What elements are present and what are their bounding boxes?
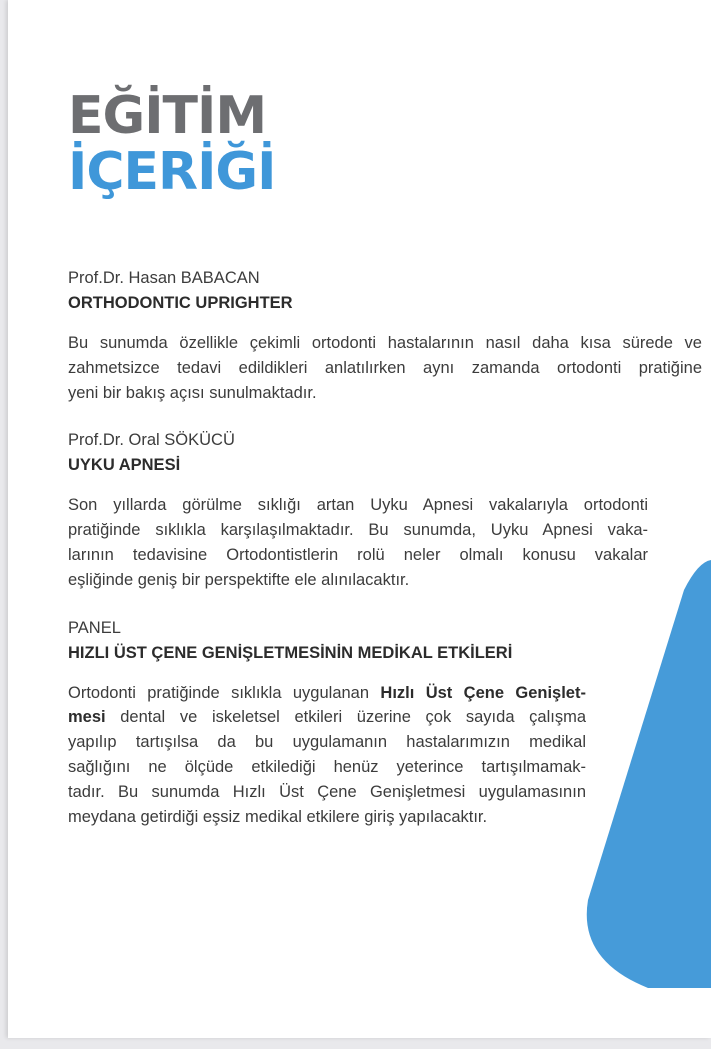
description-line: Son yıllarda görülme sıklığı artan Uyku Apnesi vakalarıyla ortodonti bbox=[68, 496, 648, 515]
description-line: yeni bir bakış açısı sunulmaktadır. bbox=[68, 383, 317, 402]
session-topic: ORTHODONTIC UPRIGHTER bbox=[68, 294, 293, 312]
description-line: larının tedavisine Ortodontistlerin rolü neler olmalı konusu vakalar bbox=[68, 545, 648, 564]
description-line: tadır. Bu sunumda Hızlı Üst Çene Genişletmesi uygulamasının bbox=[68, 782, 586, 801]
description-line: pratiğinde sıklıkla karşılaşılmaktadır. Bu sunumda, Uyku Apnesi vaka- bbox=[68, 521, 648, 540]
description-line bbox=[68, 681, 586, 706]
description-highlight: Hızlı Üst Çene Genişlet- bbox=[380, 683, 586, 702]
session-speaker: PANEL bbox=[68, 618, 121, 637]
title-line-1: EĞİTİM bbox=[68, 86, 267, 146]
description-line: eşliğinde geniş bir perspektifte ele alınılacaktır. bbox=[68, 570, 410, 589]
session-speaker: Prof.Dr. Hasan BABACAN bbox=[68, 269, 260, 287]
description-text: Ortodonti pratiğinde sıklıkla uygulanan bbox=[68, 683, 381, 702]
session-description bbox=[68, 331, 702, 405]
description-highlight: mesi bbox=[68, 708, 106, 727]
sessions-list bbox=[68, 266, 702, 829]
description-line: sağlığını ne ölçüde etkilediği henüz yeterince tartışılmamak- bbox=[68, 757, 586, 776]
description-line: zahmetsizce tedavi edildikleri anlatılırken aynı zamanda ortodonti pratiğine bbox=[68, 358, 702, 377]
description-line: yapılıp tartışılsa da bu uygulamanın hastalarımızın medikal bbox=[68, 733, 586, 752]
title-line-2: İÇERİĞİ bbox=[68, 142, 276, 202]
session-item bbox=[68, 266, 702, 405]
session-item bbox=[68, 616, 702, 830]
session-speaker: Prof.Dr. Oral SÖKÜCÜ bbox=[68, 431, 235, 450]
description-text: dental ve iskeletsel etkileri üzerine çok sayıda çalışma bbox=[105, 708, 586, 727]
description-line bbox=[68, 705, 586, 730]
document-page bbox=[8, 0, 711, 1038]
session-item bbox=[68, 428, 702, 592]
page-title bbox=[68, 88, 275, 200]
session-topic: UYKU APNESİ bbox=[68, 456, 181, 475]
description-line: meydana getirdiği eşsiz medikal etkilere giriş yapılacaktır. bbox=[68, 807, 488, 826]
description-line: Bu sunumda özellikle çekimli ortodonti hastalarının nasıl daha kısa sürede ve bbox=[68, 334, 702, 352]
session-description bbox=[68, 681, 586, 830]
session-topic: HIZLI ÜST ÇENE GENİŞLETMESİNİN MEDİKAL ETKİLERİ bbox=[68, 643, 513, 662]
session-description bbox=[68, 493, 648, 592]
